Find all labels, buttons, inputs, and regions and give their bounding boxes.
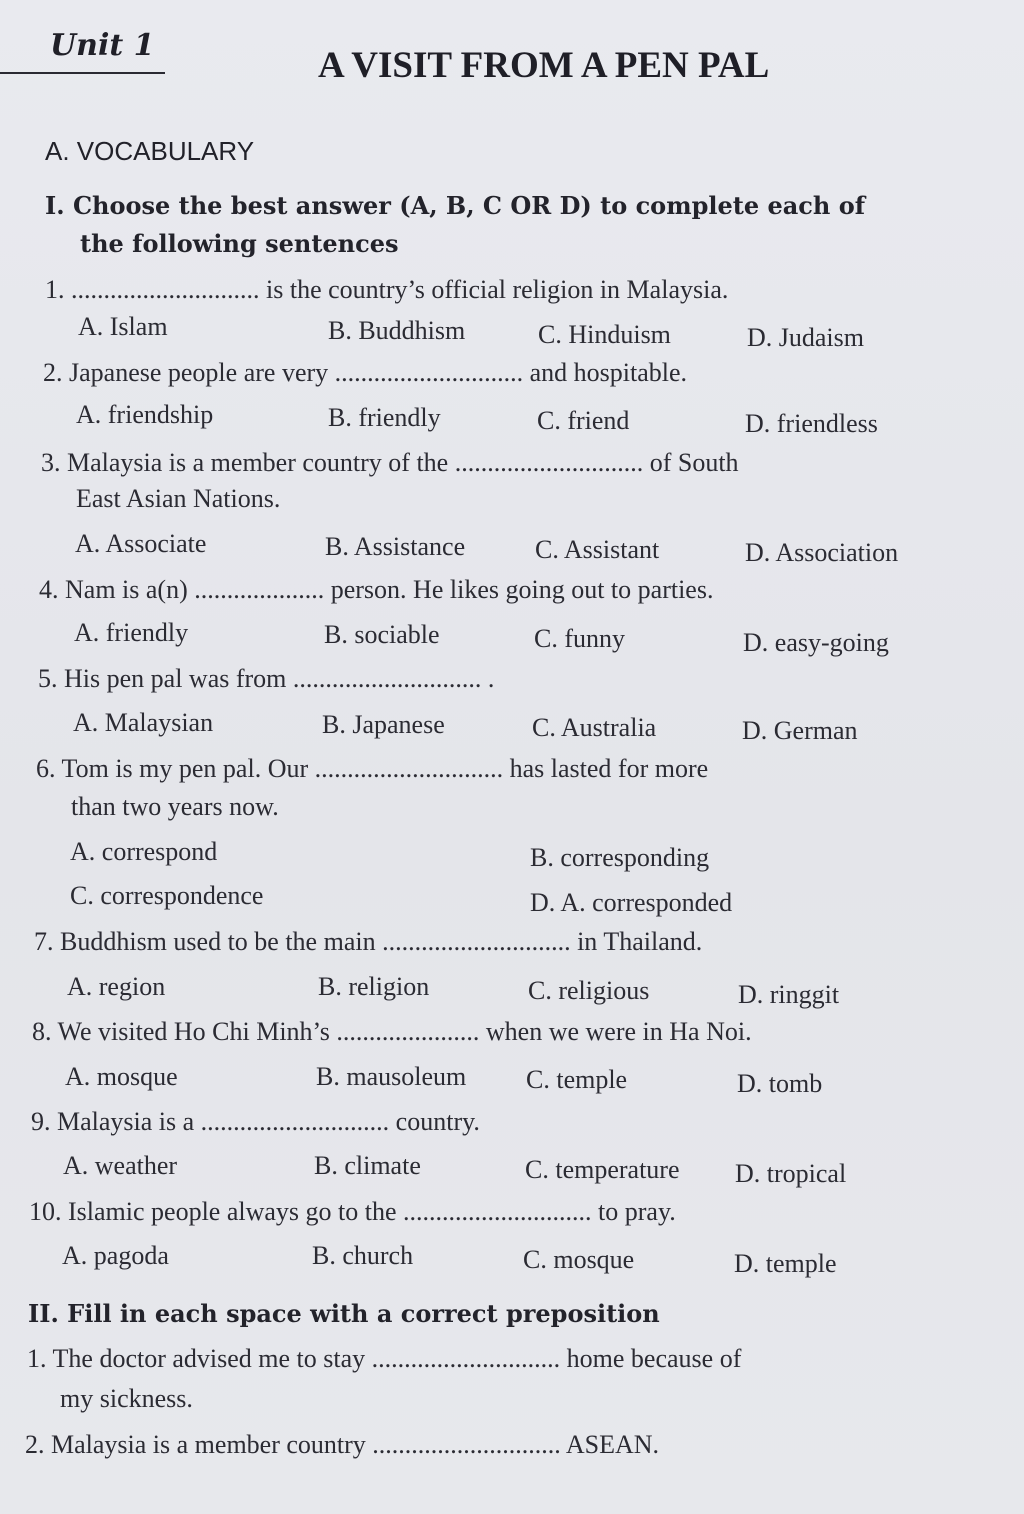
q10-option-b: B. church — [312, 1241, 414, 1270]
q5-option-d: D. German — [742, 716, 858, 745]
page-title: A VISIT FROM A PEN PAL — [318, 45, 770, 86]
q8-option-a: A. mosque — [65, 1062, 178, 1091]
q3-option-b: B. Assistance — [325, 532, 466, 561]
question-9: 9. Malaysia is a ............................. country. — [31, 1107, 480, 1136]
question-4: 4. Nam is a(n) .................... person. He likes going out to parties. — [39, 575, 714, 604]
q6-option-d: D. A. corresponded — [530, 888, 733, 917]
q8-option-c: C. temple — [526, 1065, 628, 1094]
q4-option-a: A. friendly — [74, 618, 189, 647]
question-3: 3. Malaysia is a member country of the ............................. of South — [41, 448, 739, 477]
q9-option-b: B. climate — [314, 1151, 421, 1180]
q9-option-d: D. tropical — [735, 1159, 847, 1188]
question-6: 6. Tom is my pen pal. Our ............................. has lasted for more — [36, 754, 709, 783]
part1-instruction-line2: the following sentences — [80, 229, 399, 258]
q7-option-c: C. religious — [528, 976, 650, 1005]
q7-option-a: A. region — [67, 972, 166, 1001]
q8-option-b: B. mausoleum — [316, 1062, 467, 1091]
q5-option-a: A. Malaysian — [73, 708, 214, 737]
question-5: 5. His pen pal was from ............................. . — [38, 664, 495, 693]
unit-underline — [0, 72, 165, 74]
q8-option-d: D. tomb — [737, 1069, 823, 1098]
q4-option-d: D. easy-going — [743, 628, 889, 657]
q7-option-b: B. religion — [318, 972, 430, 1001]
q1-option-a: A. Islam — [78, 312, 168, 341]
q9-option-a: A. weather — [63, 1151, 178, 1180]
question-3-continued: East Asian Nations. — [76, 484, 281, 513]
question-2: 2. Japanese people are very ............................. and hospitable. — [43, 358, 688, 387]
question-10: 10. Islamic people always go to the ............................. to pray. — [29, 1197, 676, 1226]
q2-option-c: C. friend — [537, 406, 630, 435]
q7-option-d: D. ringgit — [738, 980, 840, 1009]
q1-option-d: D. Judaism — [747, 323, 864, 352]
section-heading: A. VOCABULARY — [45, 136, 255, 166]
q2-option-d: D. friendless — [745, 409, 878, 438]
q2-option-b: B. friendly — [328, 403, 441, 432]
q1-option-b: B. Buddhism — [328, 316, 466, 345]
q9-option-c: C. temperature — [525, 1155, 680, 1184]
q10-option-c: C. mosque — [523, 1245, 635, 1274]
q2-option-a: A. friendship — [76, 400, 214, 429]
part2-instruction: II. Fill in each space with a correct preposition — [28, 1299, 660, 1328]
q4-option-c: C. funny — [534, 624, 625, 653]
question-6-continued: than two years now. — [71, 792, 279, 821]
q1-option-c: C. Hinduism — [538, 320, 671, 349]
q10-option-d: D. temple — [734, 1249, 837, 1278]
question-7: 7. Buddhism used to be the main ............................. in Thailand. — [34, 927, 703, 956]
q3-option-c: C. Assistant — [535, 535, 660, 564]
question-1: 1. ............................. is the country’s official religion in Malaysia. — [45, 275, 729, 304]
fill-item-2: 2. Malaysia is a member country ............................. ASEAN. — [25, 1430, 660, 1459]
q6-option-b: B. corresponding — [530, 843, 710, 872]
q3-option-a: A. Associate — [75, 529, 207, 558]
q6-option-c: C. correspondence — [70, 881, 264, 910]
q5-option-b: B. Japanese — [322, 710, 445, 739]
fill-item-1: 1. The doctor advised me to stay ............................. home because of — [27, 1344, 742, 1373]
q3-option-d: D. Association — [745, 538, 899, 567]
q5-option-c: C. Australia — [532, 713, 657, 742]
fill-item-1-continued: my sickness. — [60, 1384, 193, 1413]
q6-option-a: A. correspond — [70, 837, 218, 866]
unit-label: Unit 1 — [50, 28, 155, 63]
q4-option-b: B. sociable — [324, 620, 440, 649]
question-8: 8. We visited Ho Chi Minh’s ...................... when we were in Ha Noi. — [32, 1017, 752, 1046]
q10-option-a: A. pagoda — [62, 1241, 169, 1270]
part1-instruction-line1: I. Choose the best answer (A, B, C OR D) to complete each of — [45, 191, 866, 220]
